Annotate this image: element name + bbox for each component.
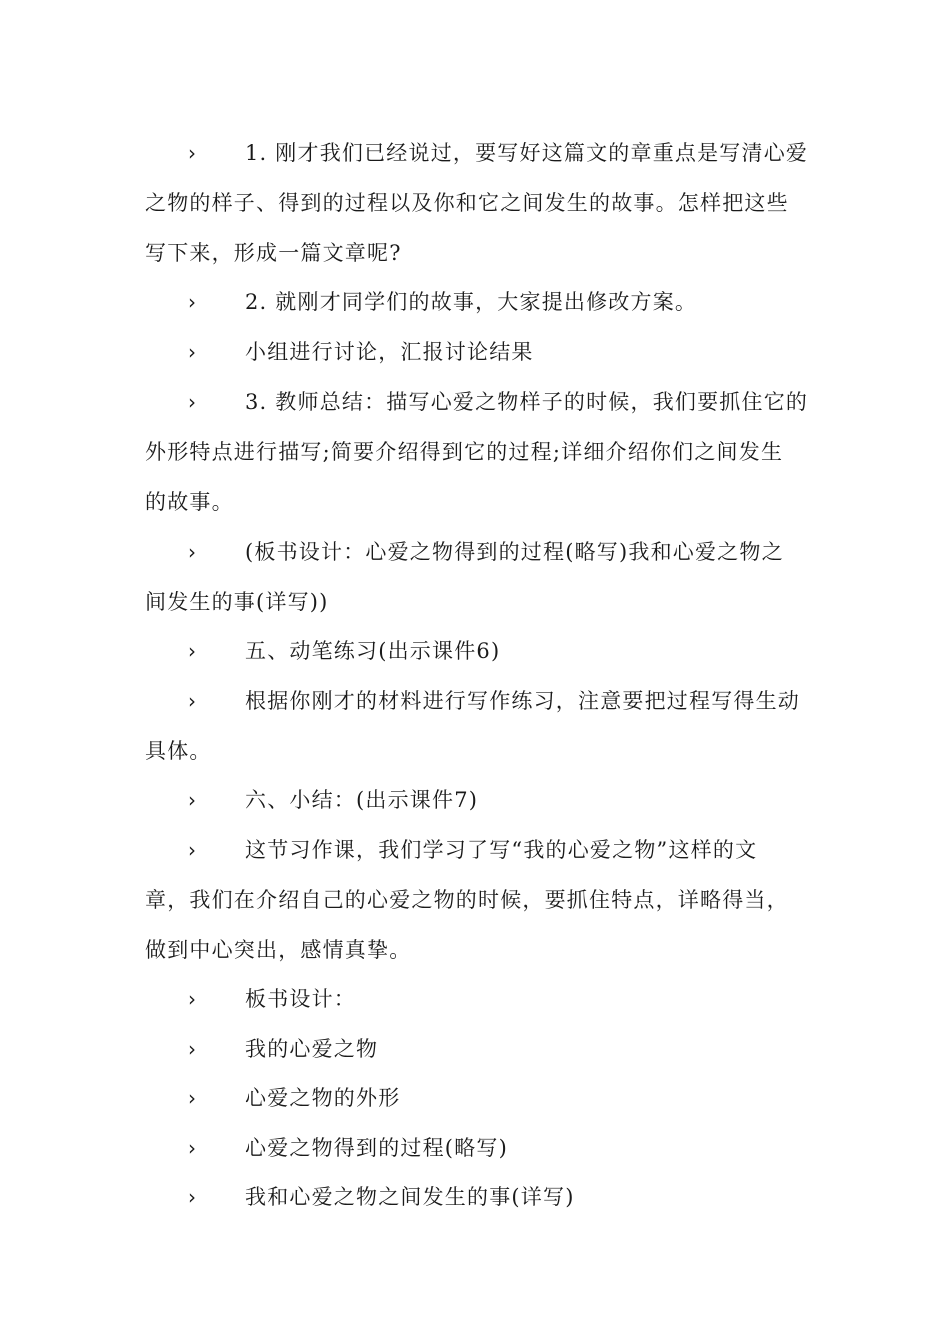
paragraph-text: 根据你刚才的材料进行写作练习，注意要把过程写得生动 <box>245 689 800 713</box>
bullet-chevron-icon: › <box>188 141 198 165</box>
paragraph-line: 具体。 <box>145 739 212 763</box>
paragraph-4 <box>145 377 809 527</box>
bullet-chevron-icon: › <box>188 838 198 862</box>
bullet-chevron-icon: › <box>188 340 198 364</box>
paragraph-line <box>145 676 805 726</box>
paragraph-line <box>145 377 809 427</box>
paragraph-text: 五、动笔练习(出示课件6) <box>245 639 501 663</box>
paragraph-line <box>145 1024 805 1074</box>
paragraph-line: 做到中心突出，感情真挚。 <box>145 938 412 962</box>
paragraph-1 <box>145 128 809 278</box>
paragraph-text: 1. 刚才我们已经说过，要写好这篇文的章重点是写清心爱 <box>245 141 809 165</box>
paragraph-3 <box>145 327 805 377</box>
bullet-chevron-icon: › <box>188 788 198 812</box>
paragraph-2 <box>145 277 805 327</box>
paragraph-line <box>145 626 805 676</box>
paragraph-text: 这节习作课，我们学习了写“我的心爱之物”这样的文 <box>245 838 758 862</box>
bullet-chevron-icon: › <box>188 290 198 314</box>
bullet-chevron-icon: › <box>188 540 198 564</box>
paragraph-text: 3. 教师总结：描写心爱之物样子的时候，我们要抓住它的 <box>245 390 809 414</box>
bullet-chevron-icon: › <box>188 1086 198 1110</box>
paragraph-6 <box>145 626 805 676</box>
bullet-chevron-icon: › <box>188 639 198 663</box>
paragraph-line <box>145 277 805 327</box>
paragraph-line <box>145 825 805 875</box>
paragraph-text: 2. 就刚才同学们的故事，大家提出修改方案。 <box>245 290 698 314</box>
paragraph-5 <box>145 527 805 627</box>
paragraph-line: 间发生的事(详写)) <box>145 590 329 614</box>
paragraph-line <box>145 974 805 1024</box>
paragraph-line <box>145 1073 805 1123</box>
paragraph-text: 板书设计： <box>245 987 356 1011</box>
paragraph-line <box>145 775 805 825</box>
bullet-chevron-icon: › <box>188 1037 198 1061</box>
paragraph-line <box>145 527 805 577</box>
paragraph-7 <box>145 676 805 776</box>
paragraph-line: 之物的样子、得到的过程以及你和它之间发生的故事。怎样把这些 <box>145 191 789 215</box>
paragraph-text: 六、小结：(出示课件7) <box>245 788 479 812</box>
paragraph-text: 我的心爱之物 <box>245 1037 379 1061</box>
paragraph-line: 写下来，形成一篇文章呢? <box>145 241 402 265</box>
paragraph-11 <box>145 1024 805 1074</box>
paragraph-text: 心爱之物的外形 <box>245 1086 401 1110</box>
paragraph-line <box>145 128 809 178</box>
paragraph-text: 小组进行讨论，汇报讨论结果 <box>245 340 534 364</box>
paragraph-line <box>145 327 805 377</box>
paragraph-line: 章，我们在介绍自己的心爱之物的时候，要抓住特点，详略得当， <box>145 888 789 912</box>
paragraph-12 <box>145 1073 805 1123</box>
bullet-chevron-icon: › <box>188 689 198 713</box>
bullet-chevron-icon: › <box>188 987 198 1011</box>
paragraph-line: 的故事。 <box>145 490 234 514</box>
paragraph-text: 我和心爱之物之间发生的事(详写) <box>245 1185 575 1209</box>
paragraph-14 <box>145 1172 805 1222</box>
paragraph-9 <box>145 825 805 975</box>
bullet-chevron-icon: › <box>188 390 198 414</box>
paragraph-text: (板书设计：心爱之物得到的过程(略写)我和心爱之物之 <box>245 540 784 564</box>
paragraph-8 <box>145 775 805 825</box>
bullet-chevron-icon: › <box>188 1136 198 1160</box>
paragraph-text: 心爱之物得到的过程(略写) <box>245 1136 508 1160</box>
bullet-chevron-icon: › <box>188 1185 198 1209</box>
paragraph-line: 外形特点进行描写;简要介绍得到它的过程;详细介绍你们之间发生 <box>145 440 784 464</box>
paragraph-line <box>145 1123 805 1173</box>
paragraph-line <box>145 1172 805 1222</box>
paragraph-10 <box>145 974 805 1024</box>
paragraph-13 <box>145 1123 805 1173</box>
